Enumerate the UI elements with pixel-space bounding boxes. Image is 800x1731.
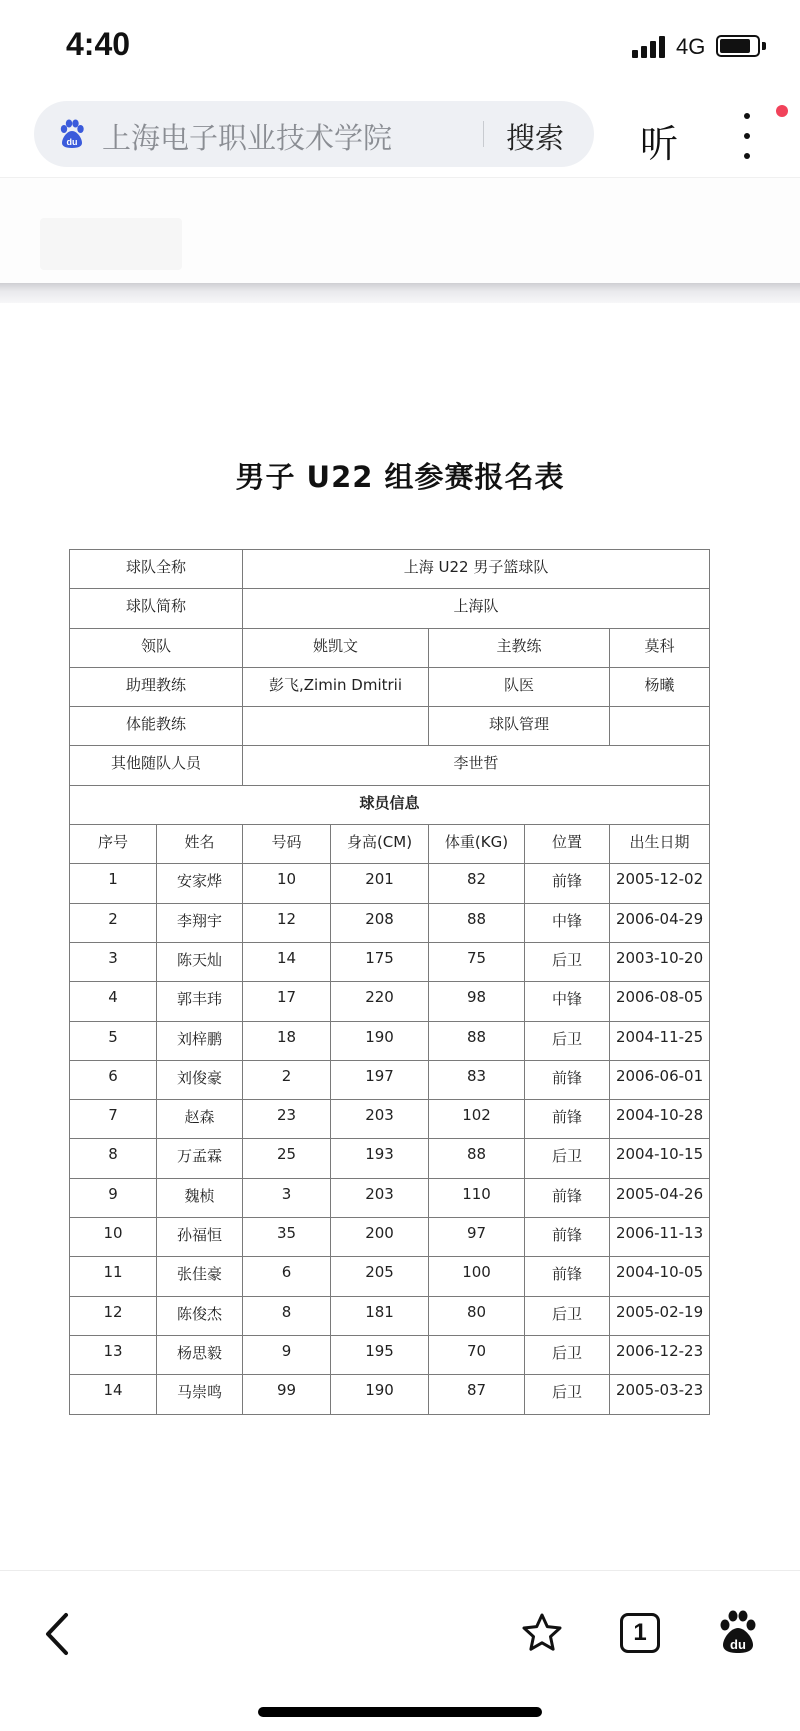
field-value: 莫科: [610, 628, 710, 667]
table-cell: 2005-02-19: [610, 1296, 710, 1335]
team-row: [70, 707, 710, 746]
field-label: 体能教练: [70, 707, 243, 746]
table-cell: 100: [429, 1257, 525, 1296]
table-cell: 赵森: [157, 1100, 243, 1139]
section-separator: [0, 283, 800, 303]
table-cell: 2003-10-20: [610, 942, 710, 981]
table-cell: 后卫: [525, 1021, 610, 1060]
table-cell: 2006-12-23: [610, 1335, 710, 1374]
listen-button[interactable]: 听: [640, 122, 679, 166]
table-cell: 前锋: [525, 1100, 610, 1139]
team-row: [70, 628, 710, 667]
battery-icon: [716, 35, 760, 57]
table-cell: 208: [331, 903, 429, 942]
search-input[interactable]: [34, 101, 594, 167]
table-cell: 181: [331, 1296, 429, 1335]
table-cell: 陈俊杰: [157, 1296, 243, 1335]
more-icon[interactable]: [740, 113, 754, 159]
table-cell: 陈天灿: [157, 942, 243, 981]
column-header-row: [70, 825, 710, 864]
table-cell: 4: [70, 982, 157, 1021]
table-cell: 9: [243, 1335, 331, 1374]
table-row: [70, 864, 710, 903]
table-cell: 后卫: [525, 1335, 610, 1374]
table-cell: 中锋: [525, 982, 610, 1021]
table-cell: 万孟霖: [157, 1139, 243, 1178]
table-cell: 80: [429, 1296, 525, 1335]
field-value: 上海队: [243, 589, 710, 628]
signal-icon: [632, 36, 666, 58]
table-cell: 2: [70, 903, 157, 942]
home-indicator: [258, 1707, 542, 1717]
registration-table: [69, 549, 710, 1415]
faded-thumbnail: [40, 218, 182, 270]
table-row: [70, 1100, 710, 1139]
table-cell: 魏桢: [157, 1178, 243, 1217]
table-cell: 2004-10-05: [610, 1257, 710, 1296]
status-time: 4:40: [66, 26, 131, 62]
table-cell: 190: [331, 1021, 429, 1060]
table-cell: 孙福恒: [157, 1218, 243, 1257]
table-cell: 203: [331, 1100, 429, 1139]
table-cell: 郭丰玮: [157, 982, 243, 1021]
table-cell: 后卫: [525, 1296, 610, 1335]
search-query: 上海电子职业技术学院: [102, 121, 393, 155]
table-cell: 70: [429, 1335, 525, 1374]
table-cell: 83: [429, 1060, 525, 1099]
table-cell: 中锋: [525, 903, 610, 942]
svg-text:du: du: [730, 1637, 746, 1652]
team-row: [70, 746, 710, 785]
table-cell: 2005-03-23: [610, 1375, 710, 1414]
table-cell: 后卫: [525, 1375, 610, 1414]
field-value: 彭飞,Zimin Dmitrii: [243, 667, 429, 706]
table-cell: 110: [429, 1178, 525, 1217]
table-cell: 23: [243, 1100, 331, 1139]
table-cell: 10: [243, 864, 331, 903]
table-cell: 35: [243, 1218, 331, 1257]
baidu-paw-icon: [56, 118, 88, 150]
table-cell: 2006-04-29: [610, 903, 710, 942]
page-strip: [0, 177, 800, 283]
table-cell: 后卫: [525, 942, 610, 981]
table-cell: 2004-10-15: [610, 1139, 710, 1178]
table-cell: 1: [70, 864, 157, 903]
team-row: [70, 589, 710, 628]
table-cell: 6: [243, 1257, 331, 1296]
table-cell: 8: [70, 1139, 157, 1178]
table-cell: 75: [429, 942, 525, 981]
table-cell: 8: [243, 1296, 331, 1335]
table-cell: 12: [243, 903, 331, 942]
table-cell: 杨思毅: [157, 1335, 243, 1374]
table-cell: 前锋: [525, 1178, 610, 1217]
field-label: 球队全称: [70, 550, 243, 589]
table-cell: 前锋: [525, 864, 610, 903]
table-cell: 2005-12-02: [610, 864, 710, 903]
table-cell: 87: [429, 1375, 525, 1414]
field-label: 助理教练: [70, 667, 243, 706]
table-cell: 203: [331, 1178, 429, 1217]
table-cell: 17: [243, 982, 331, 1021]
table-cell: 99: [243, 1375, 331, 1414]
table-cell: 200: [331, 1218, 429, 1257]
star-icon[interactable]: [520, 1611, 564, 1655]
table-cell: 193: [331, 1139, 429, 1178]
table-cell: 195: [331, 1335, 429, 1374]
column-header: 体重(KG): [429, 825, 525, 864]
table-cell: 2005-04-26: [610, 1178, 710, 1217]
section-label: 球员信息: [70, 785, 710, 824]
table-cell: 175: [331, 942, 429, 981]
table-cell: 14: [243, 942, 331, 981]
column-header: 位置: [525, 825, 610, 864]
field-label: 球队简称: [70, 589, 243, 628]
table-cell: 197: [331, 1060, 429, 1099]
team-row: [70, 667, 710, 706]
table-cell: 9: [70, 1178, 157, 1217]
table-cell: 97: [429, 1218, 525, 1257]
table-cell: 后卫: [525, 1139, 610, 1178]
player-rows: [70, 864, 710, 1414]
table-cell: 102: [429, 1100, 525, 1139]
table-row: [70, 982, 710, 1021]
table-cell: 18: [243, 1021, 331, 1060]
network-type: 4G: [676, 34, 706, 59]
field-label: 队医: [429, 667, 610, 706]
table-cell: 2006-06-01: [610, 1060, 710, 1099]
column-header: 号码: [243, 825, 331, 864]
table-row: [70, 1218, 710, 1257]
table-cell: 2004-11-25: [610, 1021, 710, 1060]
table-cell: 马崇鸣: [157, 1375, 243, 1414]
field-value: [610, 707, 710, 746]
table-cell: 5: [70, 1021, 157, 1060]
baidu-home-icon[interactable]: [716, 1609, 760, 1657]
table-row: [70, 1060, 710, 1099]
table-cell: 张佳豪: [157, 1257, 243, 1296]
document-title: 男子 U22 组参赛报名表: [235, 460, 565, 494]
table-cell: 3: [70, 942, 157, 981]
table-cell: 14: [70, 1375, 157, 1414]
table-cell: 2006-11-13: [610, 1218, 710, 1257]
table-cell: 98: [429, 982, 525, 1021]
table-cell: 前锋: [525, 1060, 610, 1099]
column-header: 序号: [70, 825, 157, 864]
field-value: 姚凯文: [243, 628, 429, 667]
search-button[interactable]: 搜索: [506, 121, 565, 155]
battery-tip: [762, 42, 766, 50]
search-divider: [483, 121, 484, 147]
table-row: [70, 1296, 710, 1335]
table-row: [70, 1021, 710, 1060]
table-cell: 190: [331, 1375, 429, 1414]
column-header: 出生日期: [610, 825, 710, 864]
table-row: [70, 1178, 710, 1217]
svg-text:du: du: [66, 137, 78, 147]
table-row: [70, 1257, 710, 1296]
table-cell: 2: [243, 1060, 331, 1099]
table-cell: 12: [70, 1296, 157, 1335]
players-section-header: [70, 785, 710, 824]
table-cell: 7: [70, 1100, 157, 1139]
table-cell: 205: [331, 1257, 429, 1296]
field-label: 球队管理: [429, 707, 610, 746]
table-cell: 82: [429, 864, 525, 903]
table-cell: 2006-08-05: [610, 982, 710, 1021]
table-row: [70, 1139, 710, 1178]
table-row: [70, 903, 710, 942]
table-cell: 安家烨: [157, 864, 243, 903]
table-cell: 刘梓鹏: [157, 1021, 243, 1060]
table-cell: 刘俊豪: [157, 1060, 243, 1099]
field-label: 其他随队人员: [70, 746, 243, 785]
table-row: [70, 1375, 710, 1414]
field-value: 杨曦: [610, 667, 710, 706]
notification-dot: [776, 105, 788, 117]
table-cell: 220: [331, 982, 429, 1021]
status-bar: [0, 0, 800, 95]
field-label: 主教练: [429, 628, 610, 667]
bottom-toolbar: [0, 1570, 800, 1731]
field-value: 上海 U22 男子篮球队: [243, 550, 710, 589]
table-cell: 25: [243, 1139, 331, 1178]
table-cell: 3: [243, 1178, 331, 1217]
team-row: [70, 550, 710, 589]
table-cell: 201: [331, 864, 429, 903]
table-cell: 13: [70, 1335, 157, 1374]
field-label: 领队: [70, 628, 243, 667]
table-cell: 88: [429, 903, 525, 942]
field-value: 李世哲: [243, 746, 710, 785]
back-chevron-icon[interactable]: [38, 1609, 78, 1659]
table-cell: 2004-10-28: [610, 1100, 710, 1139]
field-value: [243, 707, 429, 746]
table-row: [70, 942, 710, 981]
team-info-section: [70, 550, 710, 864]
column-header: 身高(CM): [331, 825, 429, 864]
table-cell: 前锋: [525, 1218, 610, 1257]
table-cell: 前锋: [525, 1257, 610, 1296]
table-cell: 6: [70, 1060, 157, 1099]
table-cell: 88: [429, 1021, 525, 1060]
tabs-icon[interactable]: 1: [620, 1613, 660, 1653]
table-cell: 李翔宇: [157, 903, 243, 942]
table-cell: 10: [70, 1218, 157, 1257]
table-row: [70, 1335, 710, 1374]
column-header: 姓名: [157, 825, 243, 864]
table-cell: 88: [429, 1139, 525, 1178]
search-header: [0, 95, 800, 177]
table-cell: 11: [70, 1257, 157, 1296]
